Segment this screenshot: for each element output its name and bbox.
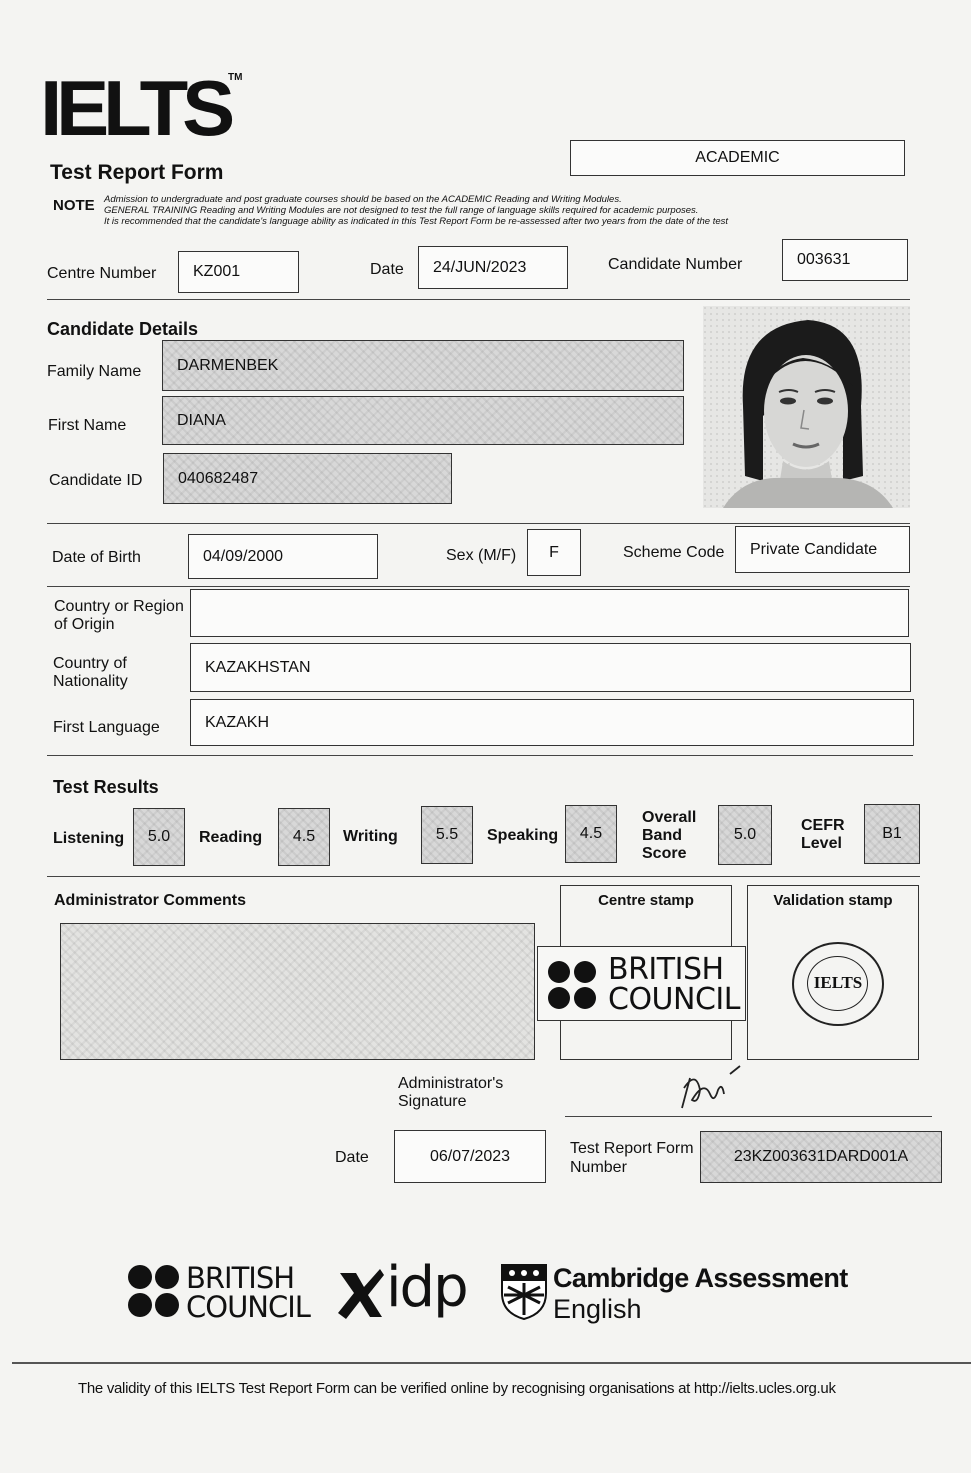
cambridge-line-1: Cambridge Assessment xyxy=(553,1263,848,1293)
writing-score xyxy=(421,806,473,864)
trf-label-line-1: Test Report Form xyxy=(570,1140,694,1157)
test-date-label: Date xyxy=(370,261,404,278)
trf-number-label xyxy=(570,1139,694,1177)
cefr-label-line-1: CEFR xyxy=(801,817,845,834)
note-line-1: Admission to undergraduate and post graduate courses should be based on the ACADEMIC Reading and Writing Modules. xyxy=(104,194,622,205)
cefr-score-value: B1 xyxy=(882,825,902,842)
divider-5 xyxy=(47,876,920,877)
candidate-id-value: 040682487 xyxy=(178,469,259,487)
country-origin-label-line-1: Country or Region xyxy=(54,598,184,615)
admin-date-label: Date xyxy=(335,1149,369,1166)
bc-logo-line-2: COUNCIL xyxy=(186,1290,310,1324)
centre-stamp-label: Centre stamp xyxy=(598,892,694,909)
validation-seal xyxy=(792,942,884,1026)
country-origin-field xyxy=(190,589,909,637)
ielts-logo-text: IELTS xyxy=(40,64,230,152)
overall-score-value: 5.0 xyxy=(733,826,757,843)
listening-score-value: 5.0 xyxy=(147,828,171,845)
scheme-code-value: Private Candidate xyxy=(750,540,878,558)
overall-band-label xyxy=(642,809,696,863)
cambridge-shield-icon xyxy=(500,1263,548,1321)
signature-label-line-1: Administrator's xyxy=(398,1075,504,1092)
candidate-number-label: Candidate Number xyxy=(608,256,743,273)
cambridge-logo-text xyxy=(553,1263,848,1325)
nationality-field xyxy=(190,643,911,692)
family-name-field xyxy=(162,340,684,391)
speaking-score-value: 4.5 xyxy=(579,825,603,842)
reading-score-value: 4.5 xyxy=(292,828,316,845)
country-origin-label xyxy=(54,598,184,634)
divider-2 xyxy=(47,523,910,524)
nationality-label xyxy=(53,655,128,691)
candidate-id-label: Candidate ID xyxy=(49,472,143,489)
administrator-signature xyxy=(670,1060,750,1115)
first-language-value: KAZAKH xyxy=(205,713,270,731)
cefr-label-line-2: Level xyxy=(801,835,842,852)
idp-logo-icon xyxy=(336,1265,386,1321)
test-date-field xyxy=(418,246,568,289)
candidate-number-value: 003631 xyxy=(797,251,851,268)
validation-seal-text: IELTS xyxy=(813,973,863,992)
scheme-code-field xyxy=(735,526,910,573)
bc-logo-line-1: BRITISH xyxy=(186,1261,295,1295)
validation-stamp-label: Validation stamp xyxy=(773,892,893,909)
nationality-value: KAZAKHSTAN xyxy=(205,658,311,676)
centre-number-label: Centre Number xyxy=(47,265,157,282)
british-council-logo-icon xyxy=(127,1263,181,1319)
cefr-label xyxy=(801,817,845,853)
dob-value: 04/09/2000 xyxy=(203,547,284,565)
ielts-logo xyxy=(40,64,230,152)
speaking-score xyxy=(565,805,617,863)
first-name-label: First Name xyxy=(48,417,127,434)
sex-label: Sex (M/F) xyxy=(446,547,517,564)
first-name-field xyxy=(162,396,684,445)
nationality-label-line-2: Nationality xyxy=(53,673,128,690)
note-line-2: GENERAL TRAINING Reading and Writing Modules are not designed to test the full range of language skills required for academic purposes. xyxy=(104,205,699,216)
family-name-label: Family Name xyxy=(47,363,142,380)
centre-number-field xyxy=(178,251,299,293)
module-value: ACADEMIC xyxy=(695,149,780,166)
signature-label-line-2: Signature xyxy=(398,1093,467,1110)
family-name-value: DARMENBEK xyxy=(177,356,279,374)
divider-4 xyxy=(47,755,913,756)
sex-field xyxy=(527,529,581,576)
test-date-value: 24/JUN/2023 xyxy=(433,258,527,276)
writing-score-value: 5.5 xyxy=(435,826,459,843)
admin-comments-box xyxy=(60,923,535,1060)
trf-number-value: 23KZ003631DARD001A xyxy=(733,1148,909,1165)
british-council-stamp xyxy=(537,946,746,1021)
listening-label: Listening xyxy=(53,830,125,847)
first-language-field xyxy=(190,699,914,746)
listening-score xyxy=(133,808,185,866)
candidate-photo-image xyxy=(703,306,910,508)
british-council-logo-text xyxy=(186,1261,310,1324)
divider-3 xyxy=(47,586,910,587)
trf-label-line-2: Number xyxy=(570,1159,627,1176)
overall-label-line-1: Overall xyxy=(642,809,697,826)
writing-label: Writing xyxy=(343,828,398,845)
stamp-org-line-1: BRITISH xyxy=(608,952,724,987)
overall-score xyxy=(718,805,772,865)
centre-number-value: KZ001 xyxy=(193,263,241,280)
candidate-number-field xyxy=(782,239,908,281)
validity-statement: The validity of this IELTS Test Report Form can be verified online by recognising organisations at http://ielts.ucles.org.uk xyxy=(78,1380,836,1397)
admin-date-field xyxy=(394,1130,546,1183)
candidate-details-title: Candidate Details xyxy=(47,319,199,339)
signature-line xyxy=(565,1116,932,1117)
validation-stamp-box xyxy=(747,885,919,1060)
candidate-id-field xyxy=(163,453,452,504)
trf-number-field xyxy=(700,1131,942,1183)
overall-label-line-2: Band xyxy=(642,827,682,844)
british-council-dots-icon xyxy=(546,959,602,1011)
reading-score xyxy=(278,808,330,866)
overall-label-line-3: Score xyxy=(642,845,687,862)
sex-value: F xyxy=(549,543,559,561)
first-language-label: First Language xyxy=(53,719,160,736)
note-label: NOTE xyxy=(53,197,95,214)
trademark-mark: TM xyxy=(228,72,243,83)
divider-1 xyxy=(47,299,910,300)
dob-field xyxy=(188,534,378,579)
module-box xyxy=(570,140,905,176)
stamp-org-name xyxy=(608,952,740,1017)
admin-comments-label: Administrator Comments xyxy=(54,892,247,909)
signature-label xyxy=(398,1075,503,1111)
note-text xyxy=(104,194,844,227)
dob-label: Date of Birth xyxy=(52,549,141,566)
form-title: Test Report Form xyxy=(50,161,224,184)
candidate-photo xyxy=(703,306,910,508)
speaking-label: Speaking xyxy=(487,827,559,844)
scheme-code-label: Scheme Code xyxy=(623,544,725,561)
first-name-value: DIANA xyxy=(177,411,226,429)
idp-logo-text: idp xyxy=(386,1255,467,1320)
stamp-org-line-2: COUNCIL xyxy=(608,982,740,1017)
admin-date-value: 06/07/2023 xyxy=(429,1147,511,1165)
cefr-score xyxy=(864,804,920,864)
country-origin-label-line-2: of Origin xyxy=(54,616,115,633)
nationality-label-line-1: Country of xyxy=(53,655,127,672)
test-results-title: Test Results xyxy=(53,777,159,797)
footer-divider xyxy=(12,1362,971,1364)
cambridge-line-2: English xyxy=(553,1294,642,1324)
reading-label: Reading xyxy=(199,829,263,846)
note-line-3: It is recommended that the candidate's language ability as indicated in this Test Report Form be re-assessed after two years from the date of the test xyxy=(104,216,729,227)
